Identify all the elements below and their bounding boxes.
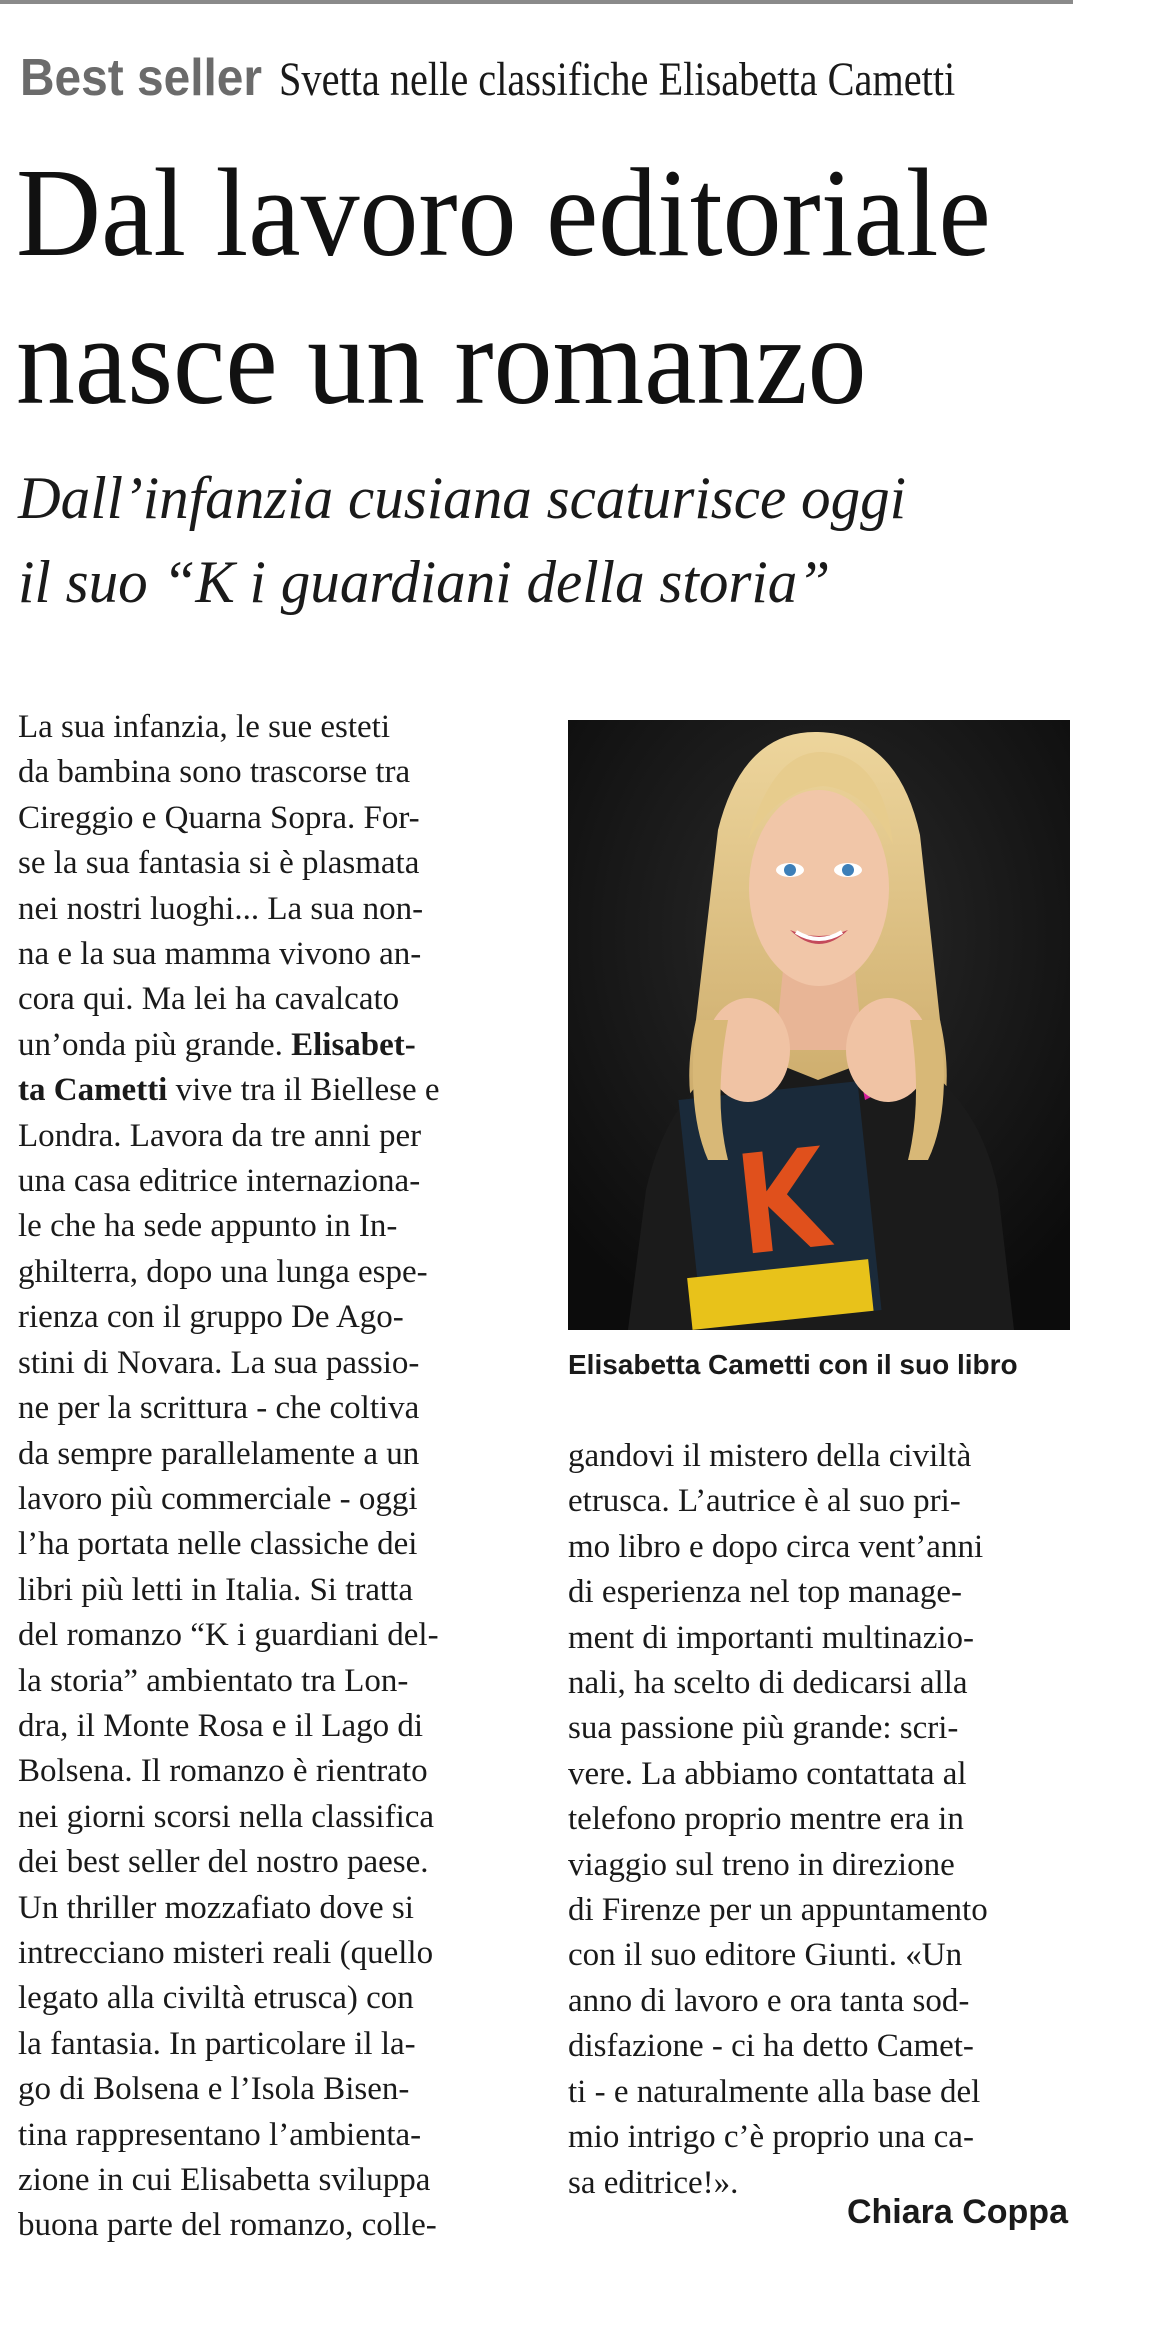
body-line: cora qui. Ma lei ha cavalcato <box>18 981 400 1018</box>
body-line: na e la sua mamma vivono an- <box>18 936 422 973</box>
body-line: disfazione - ci ha detto Camet- <box>568 2028 974 2065</box>
body-line: da bambina sono trascorse tra <box>18 754 411 791</box>
headline-line-1: Dal lavoro editoriale <box>16 144 991 283</box>
body-line: del romanzo “K i guardiani del- <box>18 1617 439 1654</box>
body-line: La sua infanzia, le sue esteti <box>18 709 391 745</box>
headline-line-2: nasce un romanzo <box>16 292 867 431</box>
body-line: viaggio sul treno in direzione <box>568 1846 955 1883</box>
body-line: etrusca. L’autrice è al suo pri- <box>568 1483 961 1520</box>
body-line: l’ha portata nelle classiche dei <box>18 1526 418 1563</box>
body-line: buona parte del romanzo, colle- <box>18 2207 437 2244</box>
body-line: mo libro e dopo circa vent’anni <box>568 1528 984 1565</box>
body-line: le che ha sede appunto in In- <box>18 1208 398 1245</box>
body-line: tina rappresentano l’ambienta- <box>18 2116 422 2153</box>
body-line: Cireggio e Quarna Sopra. For- <box>18 799 420 836</box>
body-column-left <box>18 705 538 2249</box>
headline <box>16 140 1166 436</box>
body-line: lavoro più commerciale - oggi <box>18 1480 418 1517</box>
body-line: di esperienza nel top manage- <box>568 1574 962 1611</box>
body-line: di Firenze per un appuntamento <box>568 1892 988 1929</box>
author-photo <box>568 720 1070 1330</box>
body-line: dei best seller del nostro paese. <box>18 1844 429 1881</box>
subheadline <box>18 456 1168 624</box>
body-line: anno di lavoro e ora tanta sod- <box>568 1982 970 2019</box>
body-line: Bolsena. Il romanzo è rientrato <box>18 1753 428 1790</box>
body-line: libri più letti in Italia. Si tratta <box>18 1571 414 1608</box>
body-line: telefono proprio mentre era in <box>568 1801 964 1838</box>
body-line: intrecciano misteri reali (quello <box>18 1934 434 1971</box>
body-line: nali, ha scelto di dedicarsi alla <box>568 1665 968 1702</box>
body-line: una casa editrice internaziona- <box>18 1163 421 1200</box>
body-line: nei giorni scorsi nella classifica <box>18 1798 435 1835</box>
body-line: Londra. Lavora da tre anni per <box>18 1117 422 1154</box>
body-line: la fantasia. In particolare il la- <box>18 2025 416 2062</box>
body-line: mio intrigo c’è proprio una ca- <box>568 2119 974 2156</box>
body-line: dra, il Monte Rosa e il Lago di <box>18 1707 424 1744</box>
body-line: gandovi il mistero della civiltà <box>568 1438 972 1474</box>
kicker-label: Best seller <box>20 49 263 107</box>
body-text: vive tra il Biellese e <box>167 1072 440 1109</box>
body-line: vere. La abbiamo contattata al <box>568 1755 967 1792</box>
body-line: Un thriller mozzafiato dove si <box>18 1889 414 1926</box>
body-line <box>18 1068 538 1113</box>
body-line: stini di Novara. La sua passio- <box>18 1344 420 1381</box>
body-line: go di Bolsena e l’Isola Bisen- <box>18 2071 410 2108</box>
kicker <box>20 49 1080 107</box>
author-name-bold: Elisabet- <box>291 1026 416 1063</box>
body-column-right <box>568 1434 1088 2206</box>
body-line: ment di importanti multinazio- <box>568 1619 975 1656</box>
author-name-bold: ta Cametti <box>18 1072 168 1109</box>
subheadline-line-1: Dall’infanzia cusiana scaturisce oggi <box>18 465 907 531</box>
body-line: sa editrice!». <box>568 2164 739 2201</box>
body-line: da sempre parallelamente a un <box>18 1435 420 1472</box>
body-line: nei nostri luoghi... La sua non- <box>18 890 424 927</box>
author-portrait-illustration <box>568 720 1070 1330</box>
photo-caption: Elisabetta Cametti con il suo libro <box>568 1349 1018 1380</box>
body-line: ti - e naturalmente alla base del <box>568 2073 981 2110</box>
body-line: sua passione più grande: scri- <box>568 1710 959 1747</box>
body-line: con il suo editore Giunti. «Un <box>568 1937 963 1974</box>
body-line: legato alla civiltà etrusca) con <box>18 1980 414 2017</box>
top-rule <box>0 0 1073 4</box>
kicker-text: Svetta nelle classifiche Elisabetta Cametti <box>279 53 956 106</box>
body-line: se la sua fantasia si è plasmata <box>18 845 420 882</box>
byline: Chiara Coppa <box>846 2193 1068 2231</box>
body-text: un’onda più grande. <box>18 1026 292 1063</box>
body-line: zione in cui Elisabetta sviluppa <box>18 2162 431 2198</box>
body-line: rienza con il gruppo De Ago- <box>18 1299 404 1336</box>
body-line <box>18 1023 538 1068</box>
body-line: la storia” ambientato tra Lon- <box>18 1662 409 1699</box>
body-line: ghilterra, dopo una lunga espe- <box>18 1253 428 1290</box>
body-line: ne per la scrittura - che coltiva <box>18 1390 420 1427</box>
subheadline-line-2: il suo “K i guardiani della storia” <box>18 549 831 615</box>
